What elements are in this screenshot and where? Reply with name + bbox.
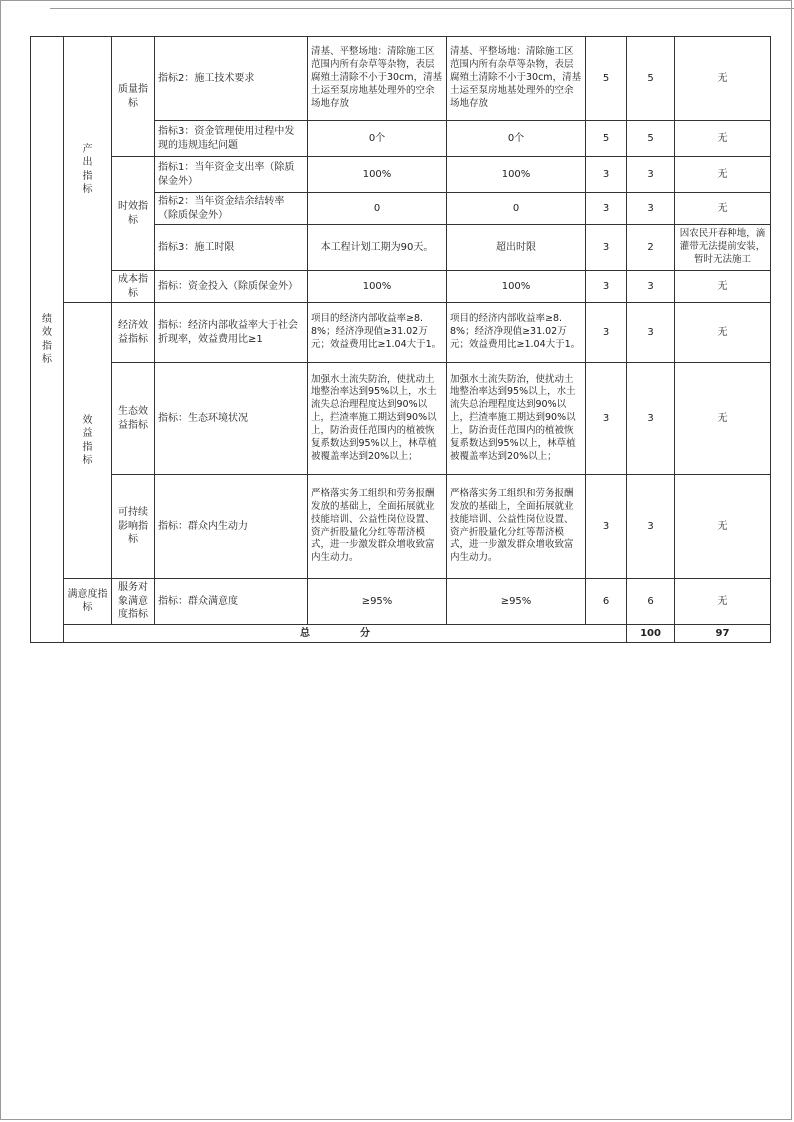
note-cell: 无 xyxy=(675,475,771,579)
note-cell: 无 xyxy=(675,121,771,157)
target-value-cell: 严格落实务工组织和劳务报酬发放的基础上，全面拓展就业技能培训、公益性岗位设置、资产折股量化分红等帮济模式，进一步激发群众增收致富内生动力。 xyxy=(308,475,447,579)
actual-value-cell: 加强水土流失防治，使扰动土地整治率达到95%以上，水土流失总治理程度达到90%以上，拦渣率施工期达到90%以上，防治责任范围内的植被恢复系数达到95%以上，林草植被覆盖率达到20%以上； xyxy=(447,363,586,475)
target-value-cell: ≥95% xyxy=(308,579,447,625)
actual-value-cell: 超出时限 xyxy=(447,225,586,271)
score-cell: 3 xyxy=(627,363,675,475)
category-benefit-label: 效益指标 xyxy=(82,414,93,466)
actual-value-cell: 0个 xyxy=(447,121,586,157)
actual-value-cell: 100% xyxy=(447,271,586,303)
weight-cell: 3 xyxy=(586,225,627,271)
score-cell: 6 xyxy=(627,579,675,625)
table-row xyxy=(31,363,771,475)
indicator-cell: 指标3：施工时限 xyxy=(155,225,308,271)
score-cell: 3 xyxy=(627,303,675,363)
note-cell: 无 xyxy=(675,193,771,225)
indicator-cell: 指标1：当年资金支出率（除质保金外） xyxy=(155,157,308,193)
page-top-rule xyxy=(50,8,794,9)
note-cell: 无 xyxy=(675,363,771,475)
actual-value-cell: 清基、平整场地：清除施工区范围内所有杂草等杂物，表层腐殖土清除不小于30cm，清基土运至泵房地基处理外的空余场地存放 xyxy=(447,37,586,121)
weight-cell: 3 xyxy=(586,271,627,303)
score-cell: 5 xyxy=(627,121,675,157)
performance-evaluation-table xyxy=(30,36,771,643)
weight-cell: 6 xyxy=(586,579,627,625)
table-row xyxy=(31,303,771,363)
subcategory-service-cell: 服务对象满意度指标 xyxy=(112,579,155,625)
target-value-cell: 加强水土流失防治，使扰动土地整治率达到95%以上，水土流失总治理程度达到90%以上，拦渣率施工期达到90%以上，防治责任范围内的植被恢复系数达到95%以上，林草植被覆盖率达到20%以上； xyxy=(308,363,447,475)
target-value-cell: 100% xyxy=(308,157,447,193)
score-cell: 3 xyxy=(627,157,675,193)
category-output-label: 产出指标 xyxy=(82,143,93,195)
score-cell: 3 xyxy=(627,271,675,303)
indicator-cell: 指标：经济内部收益率大于社会折现率，效益费用比≥1 xyxy=(155,303,308,363)
actual-value-cell: 项目的经济内部收益率≥8.8%；经济净现值≥31.02万元；效益费用比≥1.04大于1。 xyxy=(447,303,586,363)
indicator-cell: 指标：资金投入（除质保金外） xyxy=(155,271,308,303)
score-cell: 2 xyxy=(627,225,675,271)
indicator-cell: 指标2：当年资金结余结转率（除质保金外） xyxy=(155,193,308,225)
table-row xyxy=(31,157,771,193)
actual-value-cell: 0 xyxy=(447,193,586,225)
weight-cell: 3 xyxy=(586,363,627,475)
subcategory-timeliness-cell: 时效指标 xyxy=(112,157,155,271)
note-cell: 无 xyxy=(675,579,771,625)
category-benefit-cell xyxy=(64,303,112,579)
indicator-cell: 指标：生态环境状况 xyxy=(155,363,308,475)
note-cell: 无 xyxy=(675,157,771,193)
indicator-cell: 指标3：资金管理使用过程中发现的违规违纪问题 xyxy=(155,121,308,157)
table-row xyxy=(31,271,771,303)
note-cell: 因农民开春种地，滴灌带无法提前安装，暂时无法施工 xyxy=(675,225,771,271)
category-output-cell xyxy=(64,37,112,303)
weight-cell: 3 xyxy=(586,193,627,225)
note-cell: 无 xyxy=(675,271,771,303)
weight-cell: 3 xyxy=(586,475,627,579)
total-weight-cell: 100 xyxy=(627,624,675,643)
indicator-cell: 指标：群众内生动力 xyxy=(155,475,308,579)
actual-value-cell: 100% xyxy=(447,157,586,193)
weight-cell: 5 xyxy=(586,121,627,157)
subcategory-sustainable-cell: 可持续影响指标 xyxy=(112,475,155,579)
category-performance-label: 绩效指标 xyxy=(42,313,52,365)
actual-value-cell: ≥95% xyxy=(447,579,586,625)
total-score-cell: 97 xyxy=(675,624,771,643)
weight-cell: 3 xyxy=(586,303,627,363)
target-value-cell: 本工程计划工期为90天。 xyxy=(308,225,447,271)
indicator-cell: 指标：群众满意度 xyxy=(155,579,308,625)
category-satisfaction-cell: 满意度指标 xyxy=(64,579,112,625)
indicator-cell: 指标2：施工技术要求 xyxy=(155,37,308,121)
subcategory-ecological-cell: 生态效益指标 xyxy=(112,363,155,475)
note-cell: 无 xyxy=(675,303,771,363)
total-label: 总 分 xyxy=(64,624,627,643)
score-cell: 5 xyxy=(627,37,675,121)
score-cell: 3 xyxy=(627,475,675,579)
target-value-cell: 清基、平整场地：清除施工区范围内所有杂草等杂物，表层腐殖土清除不小于30cm，清基土运至泵房地基处理外的空余场地存放 xyxy=(308,37,447,121)
subcategory-cost-cell: 成本指标 xyxy=(112,271,155,303)
target-value-cell: 0 xyxy=(308,193,447,225)
note-cell: 无 xyxy=(675,37,771,121)
subcategory-quality-cell: 质量指标 xyxy=(112,37,155,157)
table-row xyxy=(31,579,771,625)
score-cell: 3 xyxy=(627,193,675,225)
target-value-cell: 项目的经济内部收益率≥8.8%；经济净现值≥31.02万元；效益费用比≥1.04大于1。 xyxy=(308,303,447,363)
actual-value-cell: 严格落实务工组织和劳务报酬发放的基础上，全面拓展就业技能培训、公益性岗位设置、资产折股量化分红等帮济模式，进一步激发群众增收致富内生动力。 xyxy=(447,475,586,579)
weight-cell: 3 xyxy=(586,157,627,193)
table-row xyxy=(31,37,771,121)
total-row xyxy=(31,624,771,643)
table-row xyxy=(31,475,771,579)
weight-cell: 5 xyxy=(586,37,627,121)
target-value-cell: 0个 xyxy=(308,121,447,157)
subcategory-economic-cell: 经济效益指标 xyxy=(112,303,155,363)
target-value-cell: 100% xyxy=(308,271,447,303)
category-performance-cell xyxy=(31,37,64,643)
